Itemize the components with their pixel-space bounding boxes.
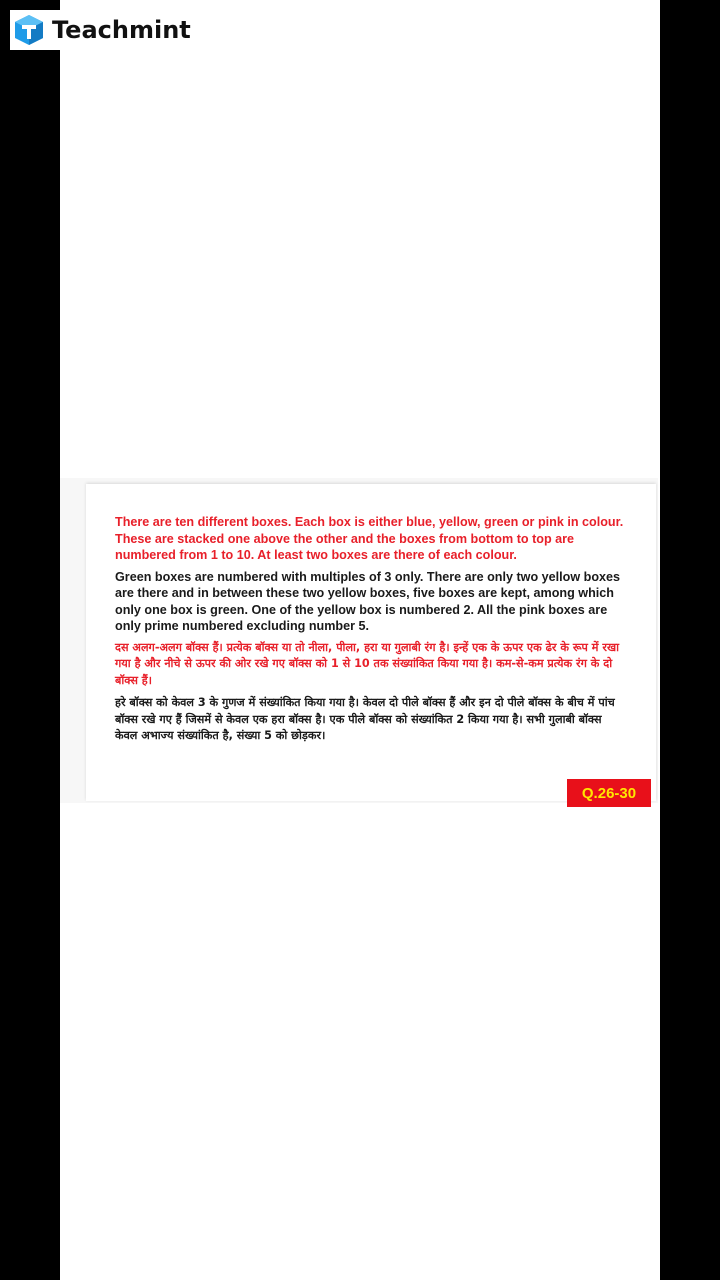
hindi-intro: दस अलग-अलग बॉक्स हैं। प्रत्येक बॉक्स या तो नीला, पीला, हरा या गुलाबी रंग है। इन्हें एक के ऊपर एक ढेर के रूप में रखा गया है और नीचे से ऊपर की ओर रखे गए बॉक्स को 1 से 10 तक संख्यांकित किया गया है। कम-से-कम प्रत्येक रंग के दो बॉक्स हैं। — [115, 640, 619, 688]
question-text — [115, 514, 625, 750]
question-range-badge: Q.26-30 — [567, 779, 651, 807]
english-intro: There are ten different boxes. Each box is either blue, yellow, green or pink in colour. These are stacked one above the other and the boxes from bottom to top are numbered from 1 to 10. At least two boxes are there of each colour. — [115, 515, 624, 562]
english-conditions: Green boxes are numbered with multiples of 3 only. There are only two yellow boxes are there and in between these two yellow boxes, five boxes are kept, among which only one box is green. One of the yellow box is numbered 2. All the pink boxes are only prime numbered excluding number 5. — [115, 569, 621, 633]
slide-page — [86, 484, 656, 801]
question-slide — [60, 478, 658, 803]
teachmint-cube-icon — [12, 13, 46, 47]
teachmint-logo — [10, 10, 190, 50]
brand-name: Teachmint — [52, 16, 191, 44]
hindi-conditions: हरे बॉक्स को केवल 3 के गुणज में संख्यांकित किया गया है। केवल दो पीले बॉक्स हैं और इन दो पीले बॉक्स के बीच में पांच बॉक्स रखे गए हैं जिसमें से केवल एक हरा बॉक्स है। एक पीले बॉक्स को संख्यांकित 2 किया गया है। सभी गुलाबी बॉक्स केवल अभाज्य संख्यांकित है, संख्या 5 को छोड़कर। — [115, 695, 615, 743]
